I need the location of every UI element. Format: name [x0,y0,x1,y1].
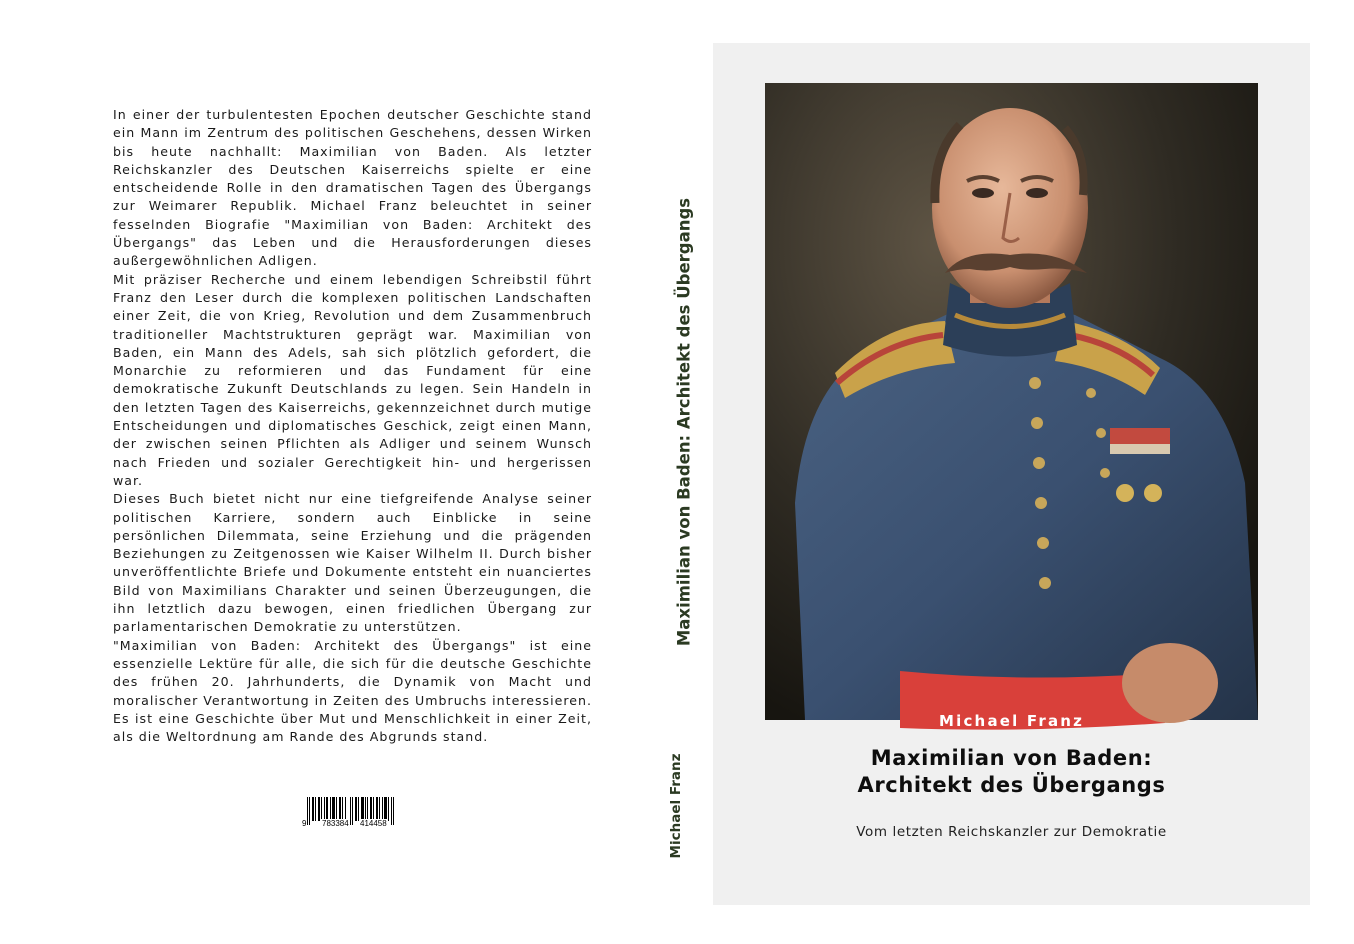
blurb-paragraph-1: In einer der turbulentesten Epochen deutscher Geschichte stand ein Mann im Zentrum des politischen Geschehens, dessen Wirken bis heute nachhallt: Maximilian von Baden. Als letzter Reichskanzler des Deutschen Kaiserreichs spielte er eine entscheidende Rolle in den dramatischen Tagen des Übergangs zur Weimarer Republik. Michael Franz beleuchtet in seiner fesselnden Biografie "Maximilian von Baden: Architekt des Übergangs" das Leben und die Herausforderungen dieses außergewöhnlichen Adligen. [113,107,592,269]
barcode-digits-right: 414458 [360,819,387,828]
cover-author-name: Michael Franz [939,712,1085,730]
back-cover-blurb [113,106,592,746]
barcode-digits-left: 783384 [322,819,349,828]
front-cover [713,43,1310,905]
isbn-barcode [301,797,405,831]
cover-title-line-1: Maximilian von Baden: [870,746,1153,770]
book-spine [655,0,713,944]
portrait-painting [765,83,1258,730]
portrait-painting-icon [765,83,1258,720]
cover-subtitle: Vom letzten Reichskanzler zur Demokratie [856,824,1167,840]
blurb-paragraph-4: "Maximilian von Baden: Architekt des Übergangs" ist eine essenzielle Lektüre für alle, die sich für die deutsche Geschichte des frühen 20. Jahrhunderts, die Dynamik von Macht und moralischer Verantwortung in Zeiten des Umbruchs interessieren. Es ist eine Geschichte über Mut und Menschlichkeit in einer Zeit, als die Weltordnung am Rande des Abgrunds stand. [113,637,592,745]
blurb-paragraph-3: Dieses Buch bietet nicht nur eine tiefgreifende Analyse seiner politischen Karriere, sondern auch Einblicke in seine persönlichen Dilemmata, seine Erziehung und die prägenden Beziehungen zu Zeitgenossen wie Kaiser Wilhelm II. Durch bisher unveröffentlichte Briefe und Dokumente entsteht ein nuanciertes Bild von Maximilians Charakter und seinen Überzeugungen, die ihn letztlich dazu bewogen, einen friedlichen Übergang zur parlamentarischen Demokratie zu unterstützen. [113,491,592,635]
spine-author: Michael Franz [668,753,684,859]
cover-title-line-2: Architekt des Übergangs [857,773,1166,797]
barcode-digit-first: 9 [302,819,307,828]
back-cover [0,0,655,944]
spine-title: Maximilian von Baden: Architekt des Übergangs [674,197,694,647]
blurb-paragraph-2: Mit präziser Recherche und einem lebendigen Schreibstil führt Franz den Leser durch die komplexen politischen Landschaften einer Zeit, die von Krieg, Revolution und dem Zusammenbruch traditioneller Machtstrukturen geprägt war. Maximilian von Baden, ein Mann des Adels, sah sich plötzlich gefordert, die Monarchie zu reformieren und das Fundament für eine demokratische Zukunft Deutschlands zu legen. Sein Handeln in den letzten Tagen des Kaiserreichs, gekennzeichnet durch mutige Entscheidungen und diplomatisches Geschick, zeigt einen Mann, der zwischen seinen Pflichten als Adliger und seinem Wunsch nach Frieden und sozialer Gerechtigkeit hin- und hergerissen war. [113,271,592,488]
cover-title [713,745,1310,799]
barcode-digits [301,819,405,829]
